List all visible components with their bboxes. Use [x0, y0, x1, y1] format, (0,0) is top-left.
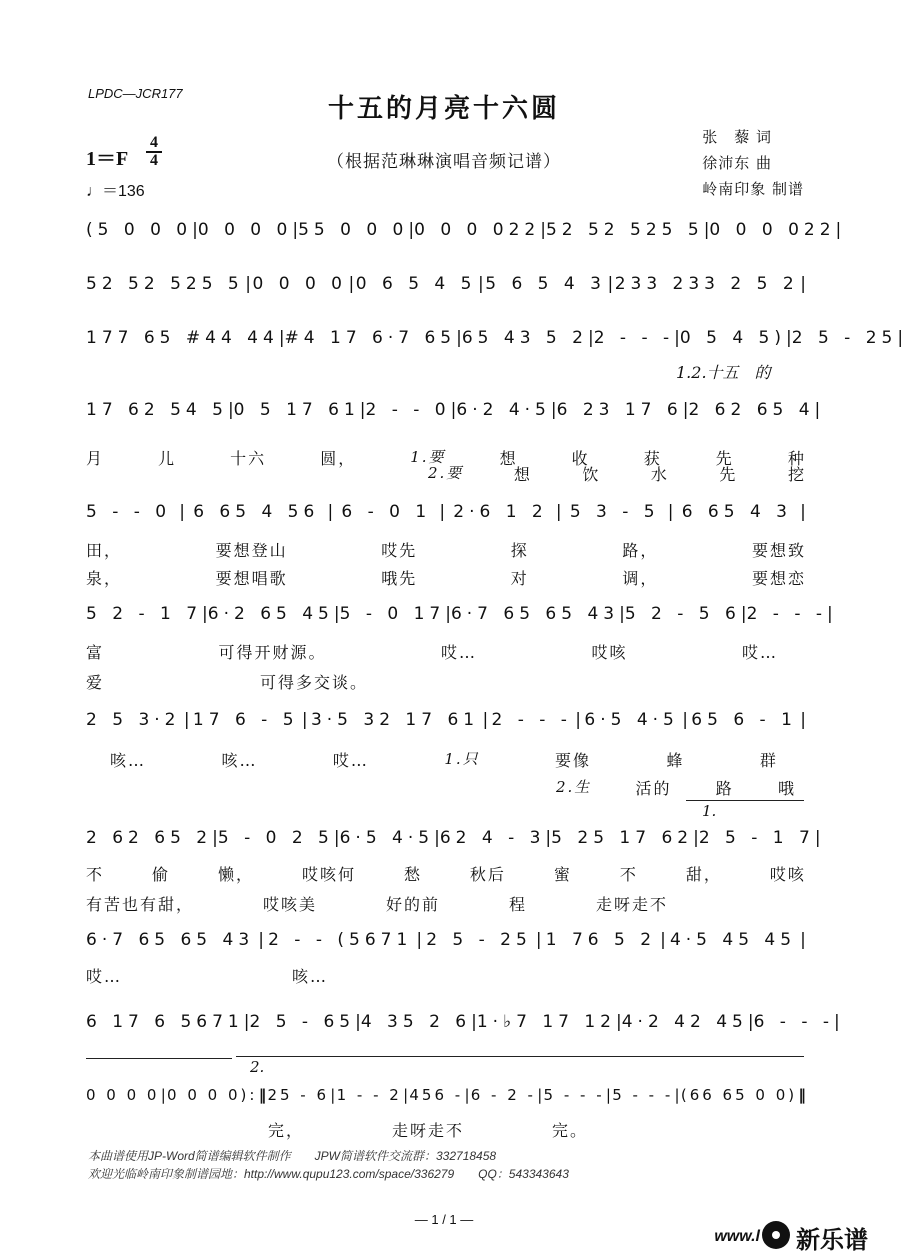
lyric-word: 想: [499, 449, 518, 468]
barline: |: [482, 710, 489, 730]
measure: 5 - - 0: [86, 502, 172, 522]
barline: |: [540, 220, 546, 240]
credits: [702, 124, 804, 202]
lyric-word: 咳…: [221, 751, 258, 770]
lyric-word: 哦先: [381, 569, 418, 588]
measure: 0 0 0 022: [414, 220, 541, 240]
staff-row: [86, 604, 833, 624]
barline: |: [355, 1012, 361, 1032]
barline: |: [333, 828, 340, 848]
barline: |: [800, 930, 806, 950]
lyric-word: 甜，: [685, 865, 722, 884]
measure: 6·2 4·5: [456, 400, 551, 420]
barline: |: [545, 828, 552, 848]
barline: |: [330, 1086, 336, 1104]
repeat-barline: ‖: [258, 1086, 267, 1104]
lyric-word: 要想唱歌: [215, 569, 288, 588]
composer: 徐沛东 曲: [702, 154, 772, 172]
barline: |: [445, 604, 451, 624]
lyric-line: [86, 670, 368, 693]
time-signature: [146, 136, 162, 168]
barline: |: [301, 710, 308, 730]
lyric-word: 月: [86, 449, 105, 468]
lyric-word: 秋后: [469, 865, 506, 884]
lyric-word: 1.要: [410, 448, 446, 466]
barline: |: [183, 710, 190, 730]
barline: |: [814, 400, 821, 420]
song-subtitle: （根据范琳琳演唱音频记谱）: [327, 152, 561, 172]
staff-row: [86, 930, 806, 950]
barline: |: [827, 604, 833, 624]
measure: 65 6 - 1: [691, 710, 797, 730]
meter-top: 4: [150, 134, 158, 151]
barline: |: [537, 1086, 543, 1104]
lyric-word: 懒，: [217, 865, 254, 884]
barline: |: [834, 1012, 840, 1032]
measure: 6 - - -: [753, 1012, 835, 1032]
staff-rule: [86, 1058, 232, 1059]
lyric-word: 蜂: [666, 751, 685, 770]
measure: 456 -: [409, 1086, 464, 1104]
lyric-word: 田，: [86, 541, 123, 560]
barline: |: [575, 710, 582, 730]
barline: |: [333, 604, 340, 624]
measure: 6 23 17 6: [556, 400, 683, 420]
barline: |: [192, 220, 198, 240]
barline: |: [160, 1086, 166, 1104]
measure: 233 233 2 5 2: [614, 274, 799, 294]
measure: 2 - - -: [593, 328, 675, 348]
lyric-word: 群: [759, 751, 778, 770]
barline: |: [616, 1012, 622, 1032]
lyric-word: 咳…: [110, 751, 147, 770]
measure: 17 62 54 5: [86, 400, 228, 420]
barline: |: [835, 220, 842, 240]
lyric-word: 要想致: [751, 541, 806, 560]
barline: |: [747, 1012, 754, 1032]
tempo-marking: ♩＝136: [86, 183, 145, 200]
measure: 4 35 2 6: [360, 1012, 472, 1032]
measure: 0 6 5 4 5: [355, 274, 477, 294]
barline: |: [619, 604, 625, 624]
lyric-word: 咳…: [291, 967, 328, 986]
lyric-word: 哎咳: [769, 865, 806, 884]
lyric-word: 圆，: [320, 449, 357, 468]
lyric-word: 哦: [777, 779, 796, 798]
lyric-word: 获: [643, 449, 662, 468]
lyric-word: 路: [715, 779, 734, 798]
measure: 1·♭7 17 12: [476, 1012, 616, 1032]
barline: |: [292, 220, 299, 240]
measure: 2·6 1 2: [453, 502, 548, 522]
staff-row: [86, 828, 821, 848]
barline: |: [464, 1086, 470, 1104]
lyric-word: 想: [513, 465, 532, 484]
measure: 25 - 6: [267, 1086, 330, 1104]
lyric-line: [428, 462, 806, 485]
barline: |: [703, 220, 710, 240]
barline: |: [450, 400, 457, 420]
barline: |: [607, 274, 614, 294]
measure: 5 3 - 5: [569, 502, 660, 522]
barline: |: [477, 274, 484, 294]
lyric-word: 愁: [403, 865, 422, 884]
lyric-word: 种: [787, 449, 806, 468]
volta-number: 2.: [250, 1058, 265, 1076]
barline: |: [800, 502, 806, 522]
measure: 5 25 17 62: [551, 828, 694, 848]
footer-website-note: 欢迎光临岭南印象制谱园地：http://www.qupu123.com/space/336279 QQ：543343643: [88, 1167, 569, 1181]
barline: |: [278, 328, 285, 348]
measure: 6 65 4 56: [193, 502, 320, 522]
measure: 6·7 65 65 43: [86, 930, 255, 950]
lyric-word: 哎咳: [591, 643, 628, 662]
watermark-brand: 新乐谱: [796, 1226, 868, 1254]
lyric-word: 水: [650, 465, 669, 484]
lyric-word: 先: [719, 465, 738, 484]
staff-row: [86, 274, 806, 294]
measure: 177 65 #44 44: [86, 328, 279, 348]
measure: 2 5 3·2: [86, 710, 181, 730]
measure: 52 52 525 5: [545, 220, 704, 240]
measure: 2 - - 0: [365, 400, 451, 420]
song-title: 十五的月亮十六圆: [327, 94, 560, 124]
lyric-word: 完，: [268, 1121, 305, 1140]
lyric-line: [110, 748, 778, 771]
measure: 6 65 4 3: [681, 502, 792, 522]
barline: |: [555, 502, 562, 522]
measure: 2 5 - 65: [249, 1012, 356, 1032]
measure: 65 43 5 2: [461, 328, 588, 348]
staff-row: [86, 710, 806, 730]
barline: |: [550, 400, 557, 420]
lyric-line: [556, 776, 796, 799]
measure: 5 - - -: [612, 1086, 674, 1104]
measure: 2 5 - 25: [791, 328, 898, 348]
measure: (5 0 0 0: [86, 220, 193, 240]
volta-number: 1.: [702, 802, 717, 820]
barline: |: [471, 1012, 477, 1032]
measure: 5 - - -: [543, 1086, 605, 1104]
arranger: 岭南印象 制谱: [702, 180, 804, 198]
measure: 6·2 65 45: [207, 604, 334, 624]
lyric-word: 儿: [158, 449, 177, 468]
measure: 5 6 5 4 3: [485, 274, 606, 294]
lyric-word: 偷: [151, 865, 170, 884]
barline: |: [605, 1086, 611, 1104]
barline: |: [408, 220, 415, 240]
measure: 6·7 65 65 43: [450, 604, 620, 624]
lyric-word: 哎咳美: [262, 895, 317, 914]
measure: 2 62 65 2: [86, 828, 213, 848]
measure: 2 - - -: [746, 604, 828, 624]
measure: 2 - - (5671: [268, 930, 413, 950]
barline: |: [800, 710, 806, 730]
barline: |: [456, 328, 462, 348]
staff-row: [86, 502, 806, 522]
lyric-word: 先: [715, 449, 734, 468]
measure: 0 0 0 0: [252, 274, 347, 294]
lyric-line: [86, 640, 778, 663]
lyric-word: 蜜: [553, 865, 572, 884]
staff-row: [86, 1012, 840, 1032]
measure: 2 62 65 4: [688, 400, 815, 420]
lyric-line: [86, 566, 806, 589]
score-code: LPDC—JCR177: [88, 86, 183, 101]
lyric-word: 哎…: [86, 967, 123, 986]
barline: |: [535, 930, 542, 950]
measure: 6·5 4·5: [584, 710, 679, 730]
barline: |: [693, 828, 699, 848]
measure: 5 2 - 1 7: [86, 604, 203, 624]
barline: |: [202, 604, 208, 624]
volta-line: [236, 1056, 804, 1057]
barline: |: [348, 274, 355, 294]
measure: 6·5 4·5: [339, 828, 435, 848]
lyric-word: 哎…: [440, 643, 477, 662]
measure: 3·5 32 17 61: [310, 710, 480, 730]
barline: |: [814, 828, 821, 848]
meter-bottom: 4: [150, 152, 158, 169]
lyric-word: 不: [86, 865, 105, 884]
lyric-word: 活的: [635, 779, 672, 798]
measure: 4·2 42 45: [621, 1012, 748, 1032]
measure: 6 - 0 1: [341, 502, 432, 522]
measure: 1 - - 2: [336, 1086, 402, 1104]
measure: #4 17 6·7 65: [284, 328, 457, 348]
lyric-word: 可得开财源。: [218, 643, 327, 662]
lyric-word: 探: [510, 541, 529, 560]
lyric-word: 哎…: [332, 751, 369, 770]
lyric-word: 2.要: [428, 464, 464, 482]
lyric-word: 不: [619, 865, 638, 884]
barline: |: [439, 502, 446, 522]
key-signature: 1＝F: [86, 148, 129, 170]
lyric-line: [86, 964, 328, 987]
measure: 0 0 0 022: [709, 220, 836, 240]
lyric-word: 走呀走不: [595, 895, 668, 914]
barline: |: [682, 400, 689, 420]
barline: |: [800, 274, 806, 294]
measure: 55 0 0 0: [298, 220, 409, 240]
record-logo-icon: [762, 1221, 790, 1249]
lyric-word: 十六: [230, 449, 267, 468]
barline: |: [434, 828, 440, 848]
barline: |: [179, 502, 186, 522]
lyric-word: 对: [510, 569, 529, 588]
barline: |: [403, 1086, 409, 1104]
lyric-word: 程: [508, 895, 527, 914]
barline: |: [258, 930, 264, 950]
lyric-word: 富: [86, 643, 105, 662]
barline: |: [212, 828, 218, 848]
lyric-line: [268, 1118, 588, 1141]
page-number: — 1 / 1 —: [414, 1212, 474, 1227]
barline: |: [785, 328, 792, 348]
lyric-word: 有苦也有甜，: [86, 895, 195, 914]
lyric-word: 可得多交谈。: [259, 673, 368, 692]
lyric-word: 要想恋: [751, 569, 806, 588]
lyric-word: 哎先: [381, 541, 418, 560]
measure: 4·5 45 45: [669, 930, 797, 950]
barline: |: [359, 400, 366, 420]
measure: 0 5 17 61: [233, 400, 360, 420]
lyric-word: 路，: [622, 541, 659, 560]
measure: 2 - - -: [491, 710, 572, 730]
barline: |: [740, 604, 747, 624]
lyric-word: 2.生: [556, 778, 592, 796]
barline: |: [243, 1012, 250, 1032]
lyric-line: [86, 862, 806, 885]
lyric-word: 饮: [582, 465, 601, 484]
measure: 5 - 0 2 5: [217, 828, 334, 848]
lyricist: 张 藜 词: [702, 128, 772, 146]
lyric-word: 完。: [551, 1121, 588, 1140]
barline: |: [674, 328, 680, 348]
lyric-word: 泉，: [86, 569, 123, 588]
lyric-word: 哎…: [741, 643, 778, 662]
lyric-line: [86, 538, 806, 561]
measure: 6 - 2 -: [470, 1086, 536, 1104]
measure: 0 0 0 0: [197, 220, 293, 240]
staff-row: [86, 1086, 806, 1104]
lyric-word: 挖: [787, 465, 806, 484]
lyric-word: 调，: [622, 569, 659, 588]
barline: |: [245, 274, 251, 294]
final-barline: ‖: [798, 1086, 806, 1104]
measure: 17 6 - 5: [192, 710, 299, 730]
measure: 2 5 - 1 7: [698, 828, 815, 848]
measure: 5 2 - 5 6: [624, 604, 741, 624]
lyric-word: 收: [571, 449, 590, 468]
watermark-url: www.l: [714, 1228, 760, 1245]
measure: 52 52 525 5: [86, 274, 244, 294]
measure: 6 17 6 5671: [86, 1012, 244, 1032]
barline: |: [682, 710, 688, 730]
staff-row: [86, 220, 842, 240]
staff-row: [86, 400, 821, 420]
measure: (66 65 0 0): [680, 1086, 798, 1104]
barline: |: [897, 328, 903, 348]
measure: 2 5 - 25: [426, 930, 532, 950]
footer-software-note: 本曲谱使用JP-Word简谱编辑软件制作 JPW简谱软件交流群：332718458: [88, 1149, 497, 1163]
lyric-word: 爱: [86, 673, 105, 692]
measure: 0 5 4 5): [679, 328, 786, 348]
measure: 5 - 0 17: [339, 604, 446, 624]
lyric-line: [86, 892, 668, 915]
lyric-word: 哎咳何: [301, 865, 356, 884]
barline: |: [227, 400, 234, 420]
measure: 0 0 0 0):: [167, 1086, 258, 1104]
barline: |: [587, 328, 594, 348]
staff-row: [86, 328, 903, 348]
barline: |: [674, 1086, 680, 1104]
lyric-word: 要想登山: [215, 541, 288, 560]
barline: |: [416, 930, 423, 950]
measure: 0 0 0 0: [86, 1086, 160, 1104]
barline: |: [660, 930, 666, 950]
lyric-word: 1.只: [444, 750, 480, 768]
lyric-text: 1.2.十五 的: [676, 363, 771, 382]
measure: 62 4 - 3: [439, 828, 546, 848]
lyric-word: 要像: [555, 751, 592, 770]
barline: |: [667, 502, 674, 522]
lyric-word: 好的前: [385, 895, 440, 914]
measure: 1 76 5 2: [545, 930, 657, 950]
volta-line: [686, 800, 804, 801]
lyric-word: 走呀走不: [391, 1121, 464, 1140]
barline: |: [327, 502, 334, 522]
